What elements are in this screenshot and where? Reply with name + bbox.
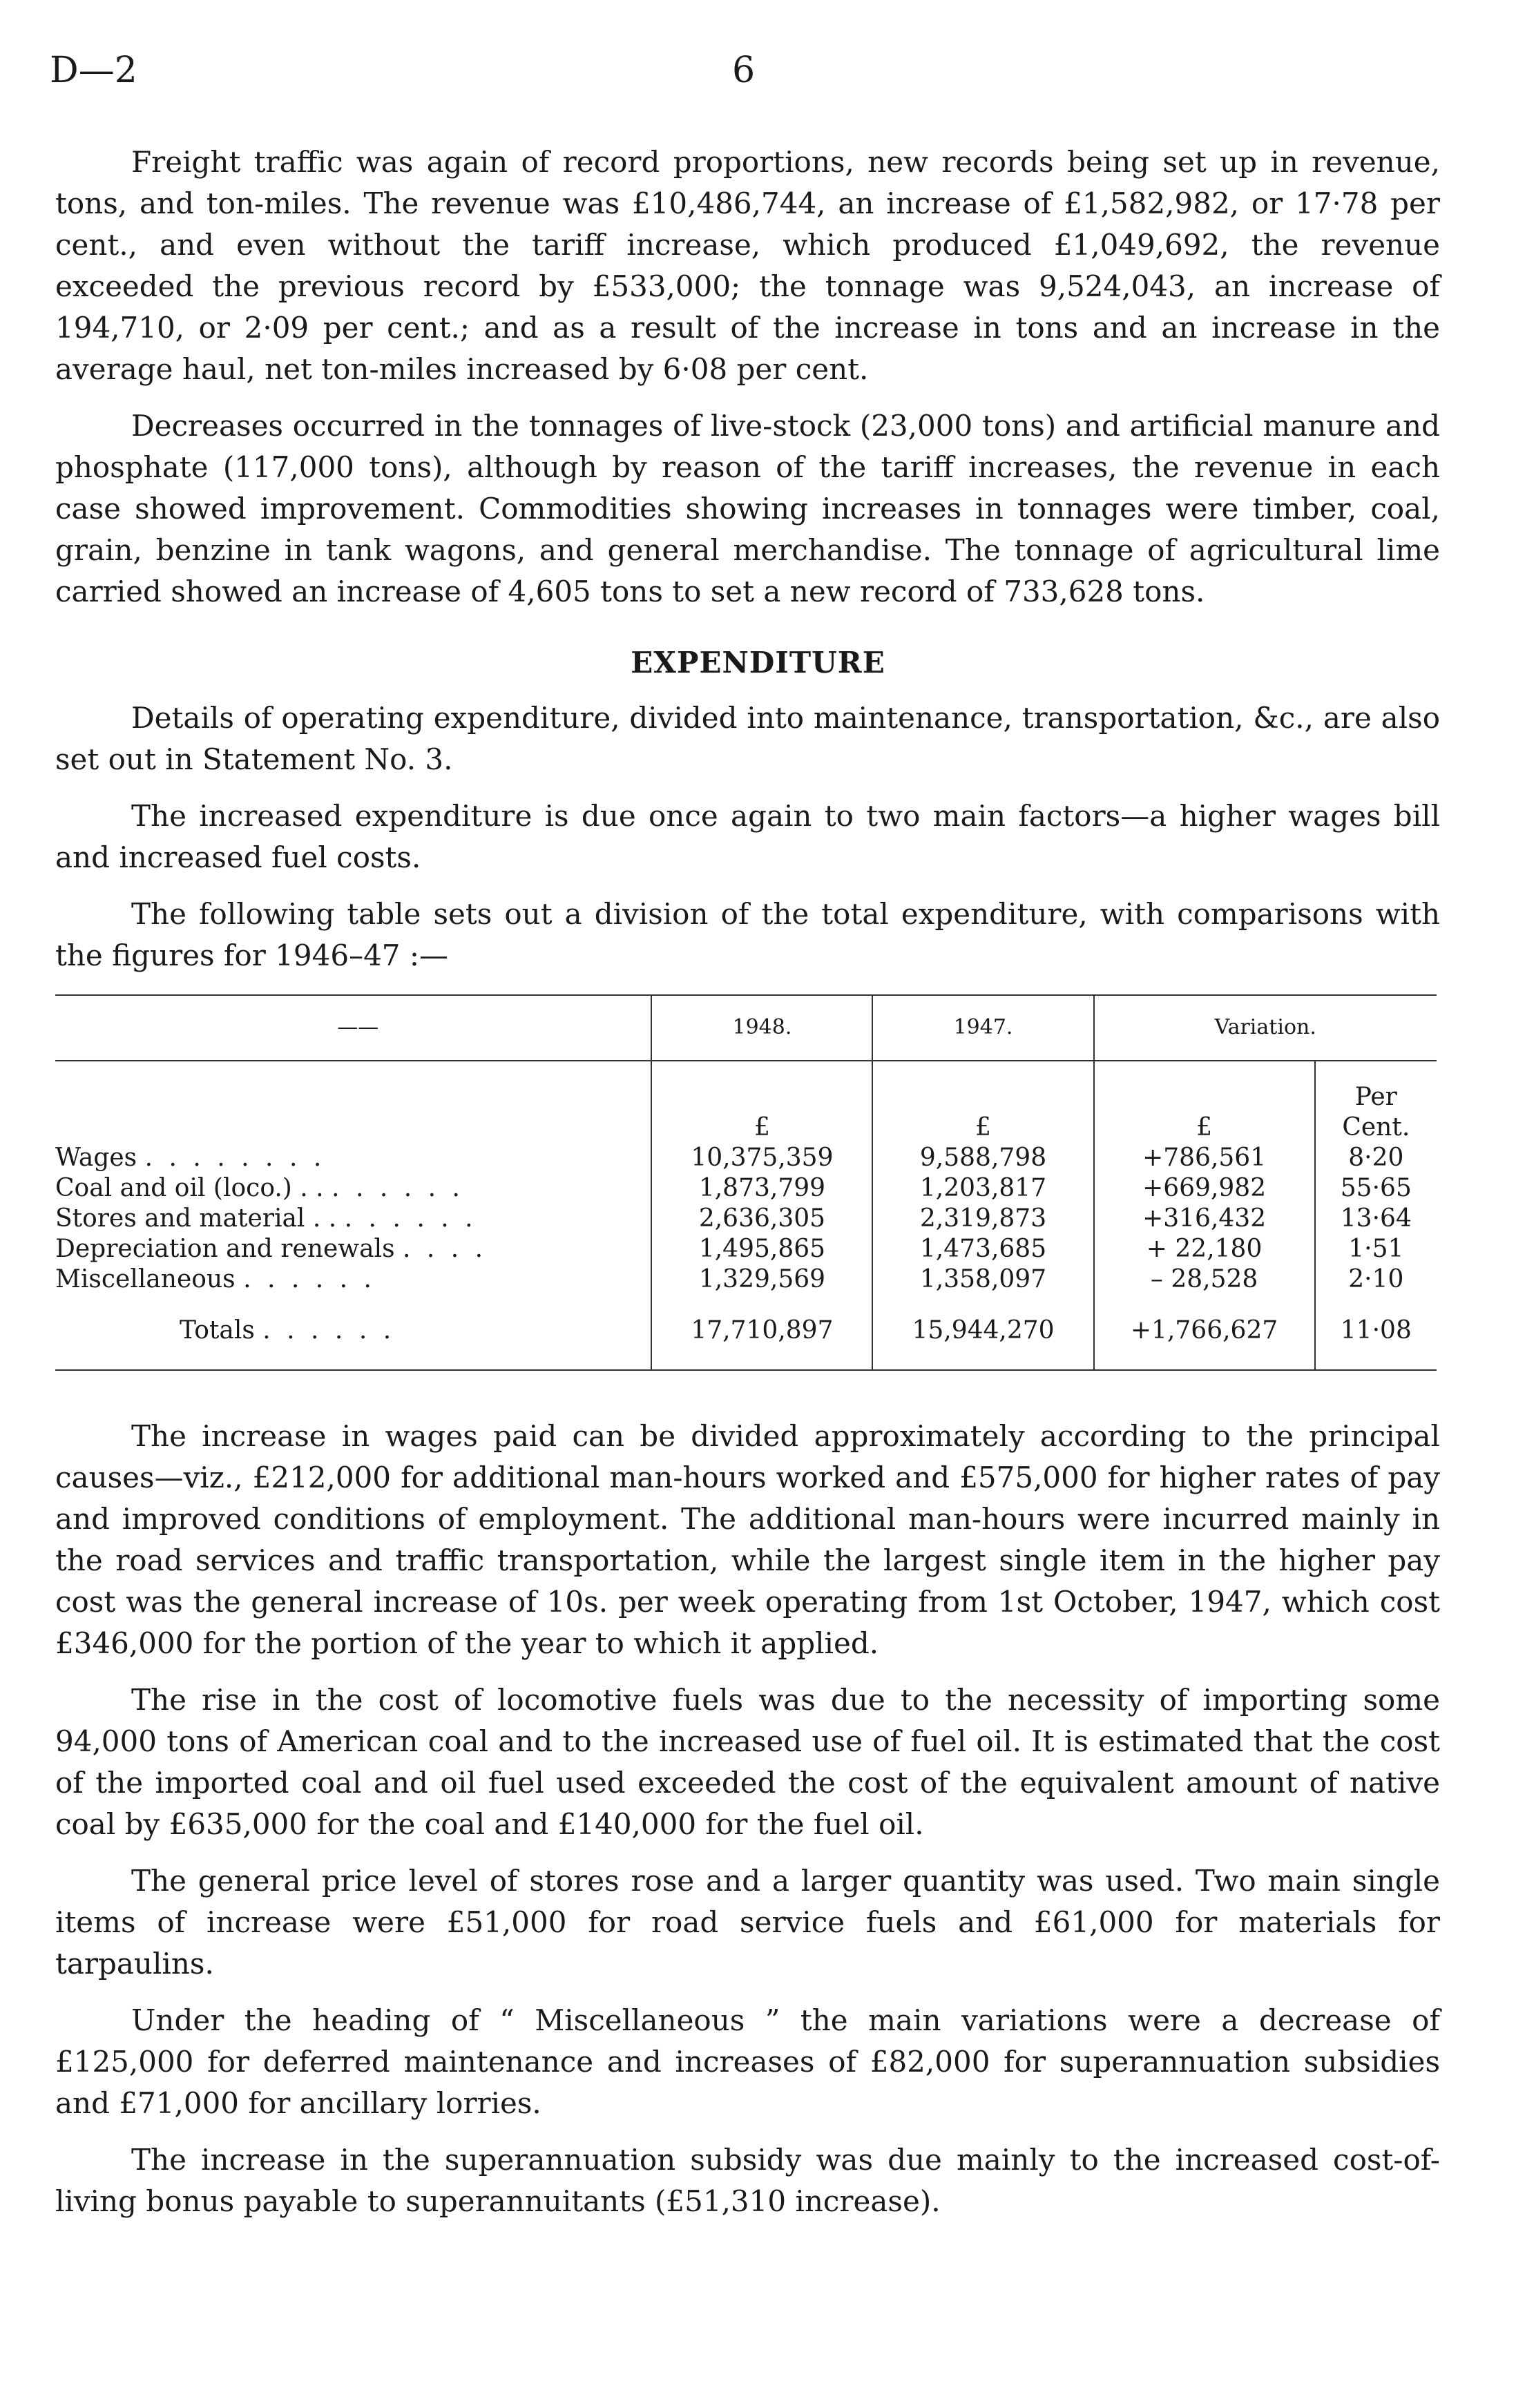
paragraph-increase-factors: The increased expenditure is due once again to two main factors—a higher wages bill and increased fuel costs. <box>55 799 1440 874</box>
value-percent: 13·64 <box>1315 1204 1437 1234</box>
table-row <box>55 1264 1437 1295</box>
unit-percent: Per Cent. <box>1315 1061 1437 1143</box>
value-percent: 2·10 <box>1315 1264 1437 1295</box>
paragraph-wages: The increase in wages paid can be divided approximately according to the principal causes—viz., £212,000 for additional man-hours worked and £575,000 for higher rates of pay and improved conditions of employment. The additional man-hours were incurred mainly in the road services and traffic transportation, while the largest single item in the higher pay cost was the general increase of 10s. per week operating from 1st October, 1947, which cost £346,000 for the portion of the year to which it applied. <box>55 1419 1440 1660</box>
total-variation: +1,766,627 <box>1094 1295 1315 1370</box>
row-label-text: Miscellaneous <box>55 1265 236 1293</box>
value-1947: 1,473,685 <box>872 1234 1093 1264</box>
document-reference: D—2 <box>50 50 137 91</box>
header-1948: 1948. <box>651 995 872 1061</box>
value-percent: 8·20 <box>1315 1143 1437 1173</box>
value-1947: 2,319,873 <box>872 1204 1093 1234</box>
value-variation: – 28,528 <box>1094 1264 1315 1295</box>
value-variation: +669,982 <box>1094 1173 1315 1204</box>
row-leader-dots: . . . . . . <box>332 1174 464 1202</box>
row-label <box>55 1143 651 1173</box>
total-1947: 15,944,270 <box>872 1295 1093 1370</box>
section-heading-expenditure: EXPENDITURE <box>631 646 885 680</box>
table-row <box>55 1143 1437 1173</box>
row-leader-dots: . . . . . . <box>243 1265 376 1293</box>
value-1948: 1,329,569 <box>651 1264 872 1295</box>
totals-leader-dots: . . . . . . <box>262 1316 396 1345</box>
row-leader-dots: . . . . <box>403 1235 488 1263</box>
table-row <box>55 1204 1437 1234</box>
value-variation: +316,432 <box>1094 1204 1315 1234</box>
expenditure-table <box>55 994 1437 1395</box>
unit-1947: £ <box>872 1061 1093 1143</box>
table-row <box>55 1173 1437 1204</box>
value-1948: 1,495,865 <box>651 1234 872 1264</box>
row-label-text: Coal and oil (loco.) . . <box>55 1174 324 1202</box>
value-1947: 9,588,798 <box>872 1143 1093 1173</box>
paragraph-fuel-costs: The rise in the cost of locomotive fuels was due to the necessity of importing some 94,000 tons of American coal and to the increased use of fuel oil. It is estimated that the cost of the imported coal and oil fuel used exceeded the cost of the equivalent amount of native coal by £635,000 for the coal and £140,000 for the fuel oil. <box>55 1683 1440 1841</box>
units-label <box>55 1061 651 1143</box>
header-1947: 1947. <box>872 995 1093 1061</box>
value-1948: 2,636,305 <box>651 1204 872 1234</box>
row-label <box>55 1173 651 1204</box>
paragraph-freight-traffic: Freight traffic was again of record proportions, new records being set up in revenue, tons, and ton-miles. The revenue was £10,486,744, an increase of £1,582,982, or 17·78 per cent., and even without the tariff increase, which produced £1,049,692, the revenue exceeded the previous record by £533,000; the tonnage was 9,524,043, an increase of 194,710, or 2·09 per cent.; and as a result of the increase in tons and an increase in the average haul, net ton-miles increased by 6·08 per cent. <box>55 145 1440 386</box>
header-variation: Variation. <box>1094 995 1437 1061</box>
value-percent: 55·65 <box>1315 1173 1437 1204</box>
paragraph-tonnage-decreases: Decreases occurred in the tonnages of live-stock (23,000 tons) and artificial manure and phosphate (117,000 tons), although by reason of the tariff increases, the revenue in each case showed improvement. Commodities showing increases in tonnages were timber, coal, grain, benzine in tank wagons, and general merchandise. The tonnage of agricultural lime carried showed an increase of 4,605 tons to set a new record of 733,628 tons. <box>55 409 1440 608</box>
totals-row <box>55 1295 1437 1370</box>
totals-label-text: Totals <box>180 1316 255 1345</box>
page-number: 6 <box>732 50 756 91</box>
value-1947: 1,358,097 <box>872 1264 1093 1295</box>
unit-1948: £ <box>651 1061 872 1143</box>
freight-section <box>55 142 1440 628</box>
paragraph-superannuation: The increase in the superannuation subsidy was due mainly to the increased cost-of-living bonus payable to superannuitants (£51,310 increase). <box>55 2143 1440 2218</box>
total-percent: 11·08 <box>1315 1295 1437 1370</box>
row-label-text: Stores and material . . <box>55 1204 337 1233</box>
paragraph-table-intro: The following table sets out a division of the total expenditure, with comparisons with the figures for 1946–47 :— <box>55 897 1440 972</box>
table-row <box>55 1234 1437 1264</box>
expenditure-intro <box>55 697 1440 992</box>
header-blank: —— <box>55 995 651 1061</box>
value-1948: 1,873,799 <box>651 1173 872 1204</box>
value-1947: 1,203,817 <box>872 1173 1093 1204</box>
row-label <box>55 1264 651 1295</box>
row-label <box>55 1234 651 1264</box>
total-1948: 17,710,897 <box>651 1295 872 1370</box>
paragraph-miscellaneous: Under the heading of “ Miscellaneous ” the main variations were a decrease of £125,000 for deferred maintenance and increases of £82,000 for superannuation subsidies and £71,000 for ancillary lorries. <box>55 2003 1440 2120</box>
unit-variation: £ <box>1094 1061 1315 1143</box>
expenditure-discussion <box>55 1416 1440 2237</box>
paragraph-stores: The general price level of stores rose and a larger quantity was used. Two main single items of increase were £51,000 for road service fuels and £61,000 for materials for tarpaulins. <box>55 1864 1440 1981</box>
row-label <box>55 1204 651 1234</box>
paragraph-operating-details: Details of operating expenditure, divided into maintenance, transportation, &c., are also set out in Statement No. 3. <box>55 701 1440 776</box>
value-percent: 1·51 <box>1315 1234 1437 1264</box>
row-label-text: Depreciation and renewals <box>55 1235 395 1263</box>
totals-label <box>55 1295 651 1370</box>
value-variation: +786,561 <box>1094 1143 1315 1173</box>
value-1948: 10,375,359 <box>651 1143 872 1173</box>
row-label-text: Wages <box>55 1144 137 1172</box>
row-leader-dots: . . . . . . <box>344 1204 477 1233</box>
table-header-row <box>55 995 1437 1061</box>
units-row <box>55 1061 1437 1143</box>
row-leader-dots: . . . . . . . . <box>144 1144 326 1172</box>
value-variation: + 22,180 <box>1094 1234 1315 1264</box>
